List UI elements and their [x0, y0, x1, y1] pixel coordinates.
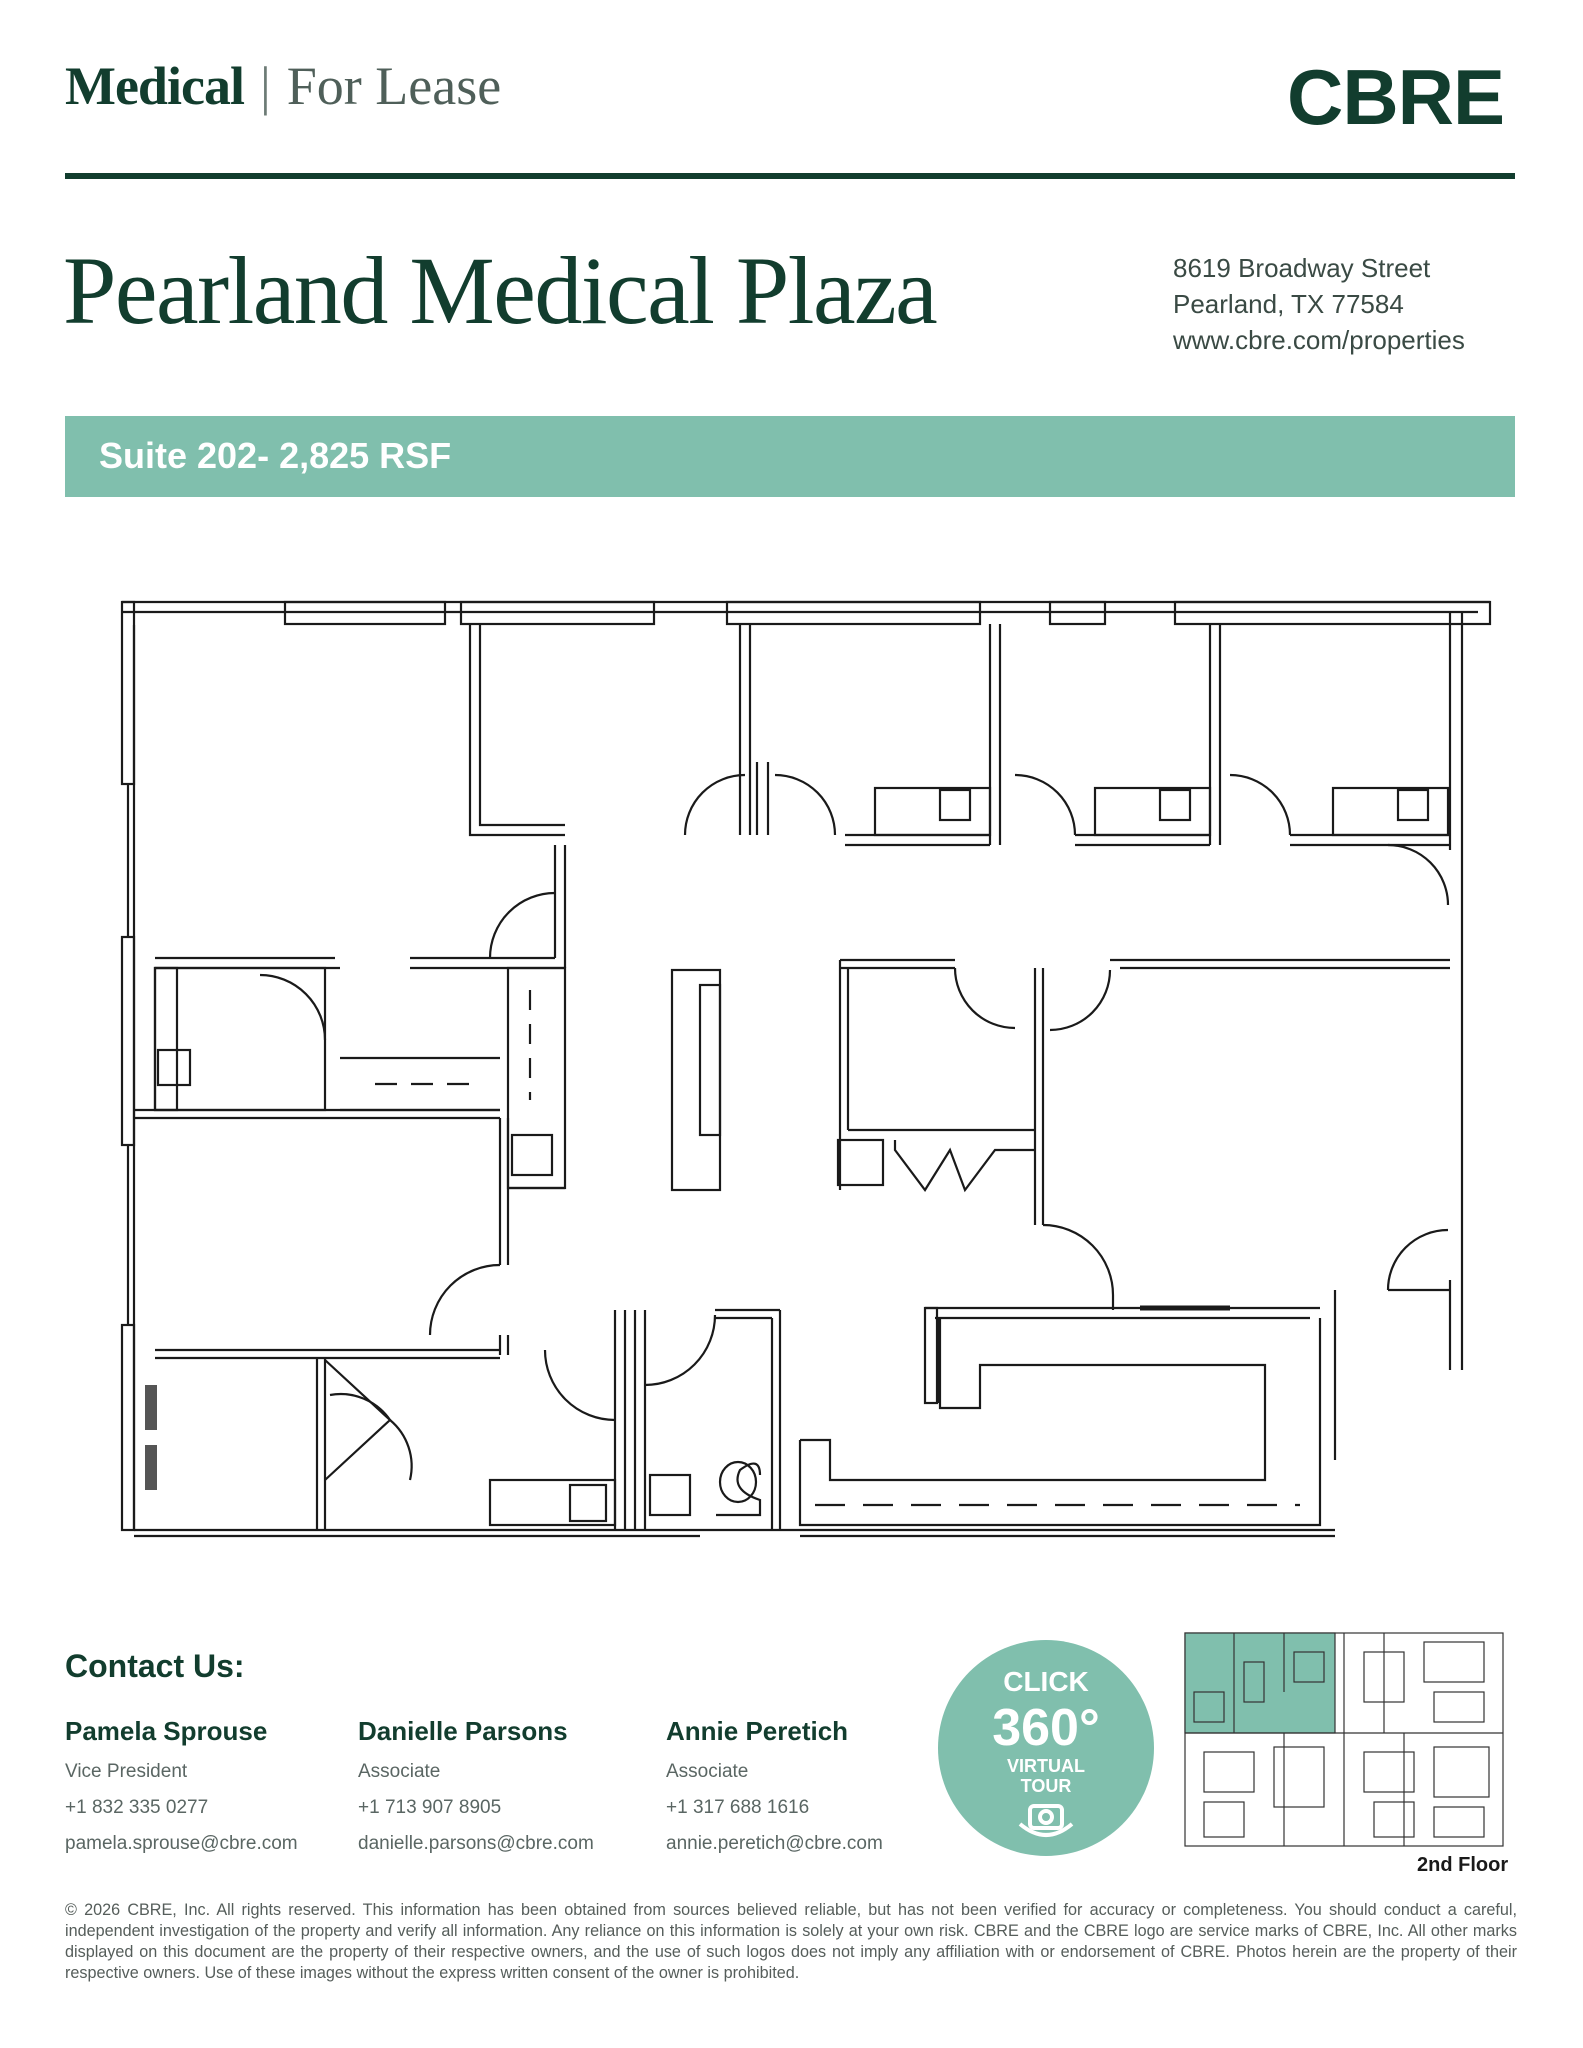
tour-click-label: CLICK: [1003, 1666, 1089, 1697]
contact-card-3: [666, 1716, 956, 1862]
floor-plan: [110, 590, 1505, 1550]
camera-360-icon: [1016, 1800, 1076, 1840]
property-address: [1173, 250, 1465, 358]
property-title: Pearland Medical Plaza: [63, 237, 937, 344]
floor-label: 2nd Floor: [1417, 1854, 1509, 1876]
contact-card-1: [65, 1716, 355, 1862]
header-separator: |: [259, 56, 271, 116]
listing-header: [65, 55, 501, 117]
contact-title: Associate: [358, 1761, 441, 1782]
address-street: 8619 Broadway Street: [1173, 253, 1431, 283]
listing-type-label: For Lease: [286, 56, 502, 116]
virtual-tour-button[interactable]: [938, 1640, 1154, 1856]
tour-tour-text: TOUR: [1020, 1776, 1072, 1796]
cbre-logo: CBRE: [1287, 53, 1505, 141]
legal-disclaimer: © 2026 CBRE, Inc. All rights reserved. This information has been obtained from sources believed reliable, but has not been verified for accuracy or completeness. You should conduct a careful, independent investigation of the property and verify all information. Any reliance on this information is solely at your own risk. CBRE and the CBRE logo are service marks of CBRE, Inc. All other marks displayed on this document are the property of their respective owners, and the use of such logos does not imply any affiliation with or endorsement of CBRE. Photos herein are the property of their respective owners. Use of these images without the express written consent of the owner is prohibited.: [65, 1901, 1517, 1982]
contact-card-2: [358, 1716, 648, 1862]
suite-banner-text: Suite 202- 2,825 RSF: [99, 435, 452, 476]
plan-top-offices: [470, 624, 1450, 905]
contact-phone[interactable]: +1 317 688 1616: [666, 1797, 810, 1818]
contact-email[interactable]: pamela.sprouse@cbre.com: [65, 1833, 298, 1854]
suite-banner: [65, 416, 1515, 497]
header-divider: [65, 173, 1515, 179]
contact-name: Danielle Parsons: [358, 1716, 568, 1746]
address-city: Pearland, TX 77584: [1173, 289, 1404, 319]
contact-name: Pamela Sprouse: [65, 1716, 268, 1746]
building-floor-map: [1184, 1632, 1504, 1847]
contact-title: Associate: [666, 1761, 749, 1782]
contact-phone[interactable]: +1 832 335 0277: [65, 1797, 209, 1818]
contact-email[interactable]: danielle.parsons@cbre.com: [358, 1833, 594, 1854]
category-label: Medical: [65, 56, 244, 116]
tour-virtual-label: [938, 1756, 1154, 1796]
tour-360-label: 360°: [992, 1699, 1100, 1757]
plan-right-rooms: [800, 960, 1450, 1525]
contact-title: Vice President: [65, 1761, 188, 1782]
plan-outer-walls: [122, 602, 1490, 1536]
tour-virtual-text: VIRTUAL: [1007, 1756, 1085, 1776]
plan-center: [635, 970, 780, 1530]
website-link[interactable]: www.cbre.com/properties: [1173, 325, 1465, 355]
contact-name: Annie Peretich: [666, 1716, 849, 1746]
contact-email[interactable]: annie.peretich@cbre.com: [666, 1833, 883, 1854]
plan-left-rooms: [134, 845, 625, 1530]
contact-phone[interactable]: +1 713 907 8905: [358, 1797, 502, 1818]
contact-heading: Contact Us:: [65, 1648, 245, 1684]
